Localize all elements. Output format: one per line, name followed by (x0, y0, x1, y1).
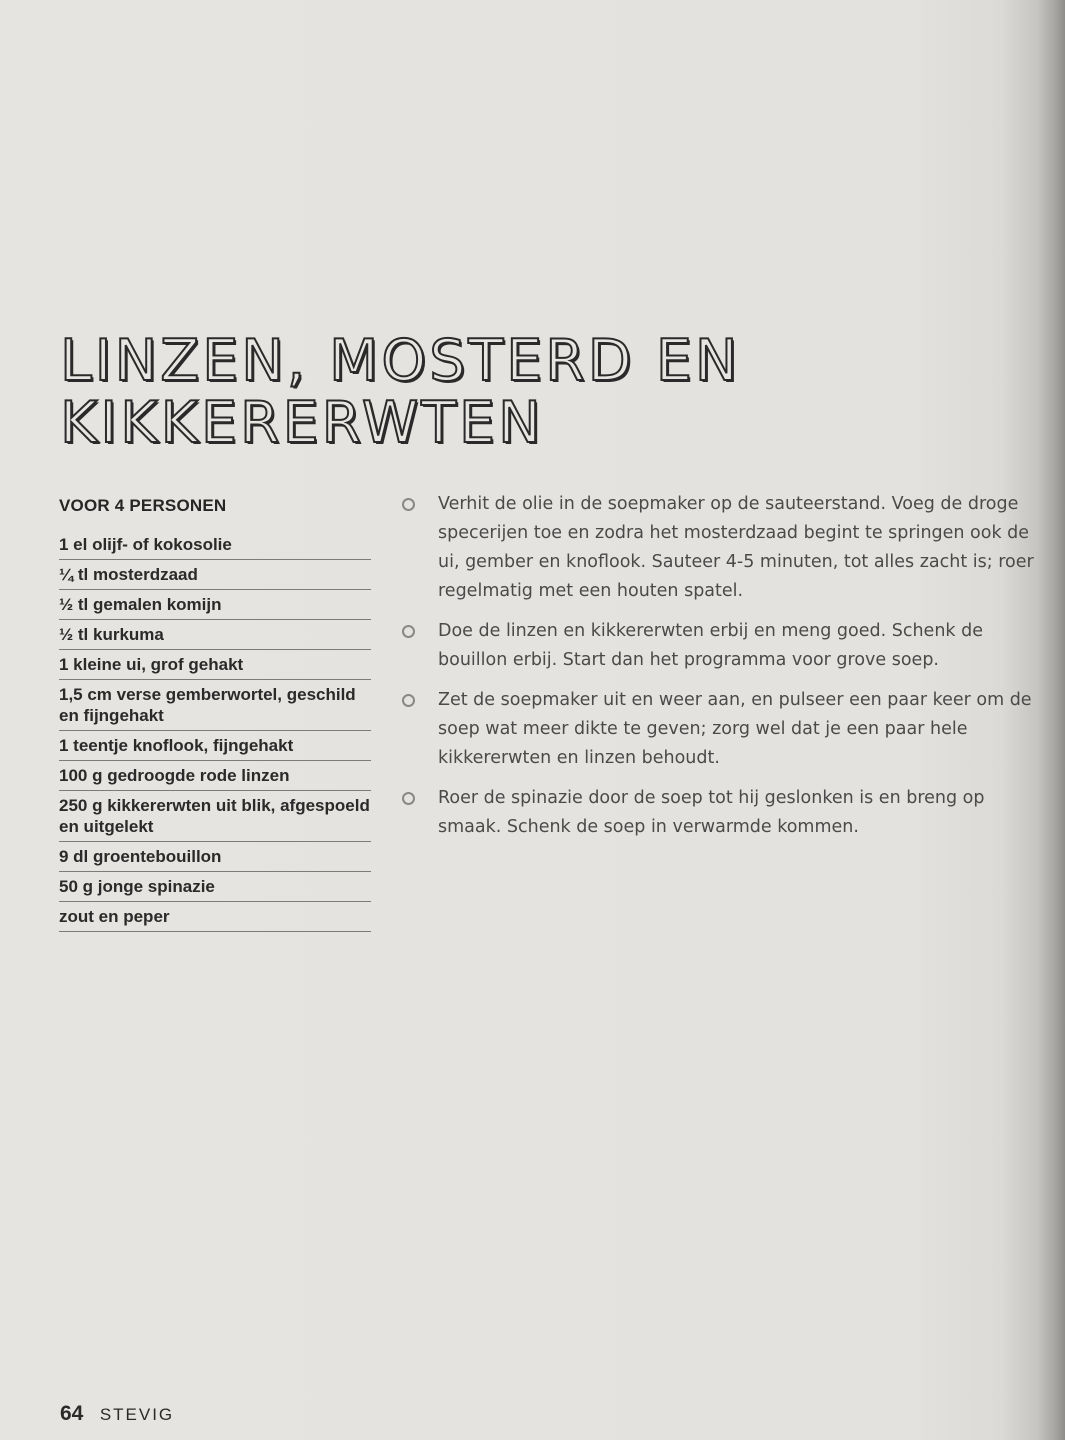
step-text: Zet de soepmaker uit en weer aan, en pulseer een paar keer om de soep wat meer dikte te geven; zorg wel dat je een paar hele kikkererwten en linzen behoudt. (438, 690, 1032, 768)
ingredient-item: 250 g kikkererwten uit blik, afgespoeld en uitgelekt (59, 791, 371, 842)
recipe-title-line-2: KIKKERERWTEN (60, 390, 544, 456)
method-step (400, 686, 1050, 773)
ingredient-item: 9 dl groentebouillon (59, 842, 371, 872)
ingredient-item: 50 g jonge spinazie (59, 872, 371, 902)
ingredient-item: 1 el olijf- of kokosolie (59, 530, 371, 560)
ingredient-item: ½ tl gemalen komijn (59, 590, 371, 620)
recipe-title (60, 330, 740, 454)
ingredient-list (59, 530, 371, 932)
ingredient-item: 1,5 cm verse gemberwortel, geschild en fijngehakt (59, 680, 371, 731)
step-text: Verhit de olie in de soepmaker op de sauteerstand. Voeg de droge specerijen toe en zodra het mosterdzaad begint te springen ook de ui, gember en knoflook. Sauteer 4-5 minuten, tot alles zacht is; roer regelmatig met een houten spatel. (438, 494, 1034, 601)
recipe-title-line-1: LINZEN, MOSTERD EN (60, 328, 741, 394)
section-name: STEVIG (99, 1405, 175, 1424)
circle-bullet-icon (402, 625, 415, 638)
page-footer (60, 1402, 174, 1426)
ingredient-item: 1 teentje knoflook, fijngehakt (59, 731, 371, 761)
circle-bullet-icon (402, 792, 415, 805)
page-number: 64 (60, 1402, 84, 1425)
method-step (400, 784, 1050, 842)
ingredient-item: 100 g gedroogde rode linzen (59, 761, 371, 791)
method-step (400, 490, 1050, 606)
ingredient-item: zout en peper (59, 902, 371, 932)
ingredient-item: ½ tl kurkuma (59, 620, 371, 650)
method-step (400, 617, 1050, 675)
circle-bullet-icon (402, 498, 415, 511)
step-text: Roer de spinazie door de soep tot hij geslonken is en breng op smaak. Schenk de soep in verwarmde kommen. (438, 788, 985, 837)
circle-bullet-icon (402, 694, 415, 707)
ingredient-item: ¼ tl mosterdzaad (59, 560, 371, 590)
step-text: Doe de linzen en kikkererwten erbij en meng goed. Schenk de bouillon erbij. Start dan het programma voor grove soep. (438, 621, 983, 670)
ingredient-item: 1 kleine ui, grof gehakt (59, 650, 371, 680)
method-steps (400, 490, 1050, 853)
ingredients-panel (59, 496, 371, 932)
servings-heading: VOOR 4 PERSONEN (59, 496, 227, 515)
